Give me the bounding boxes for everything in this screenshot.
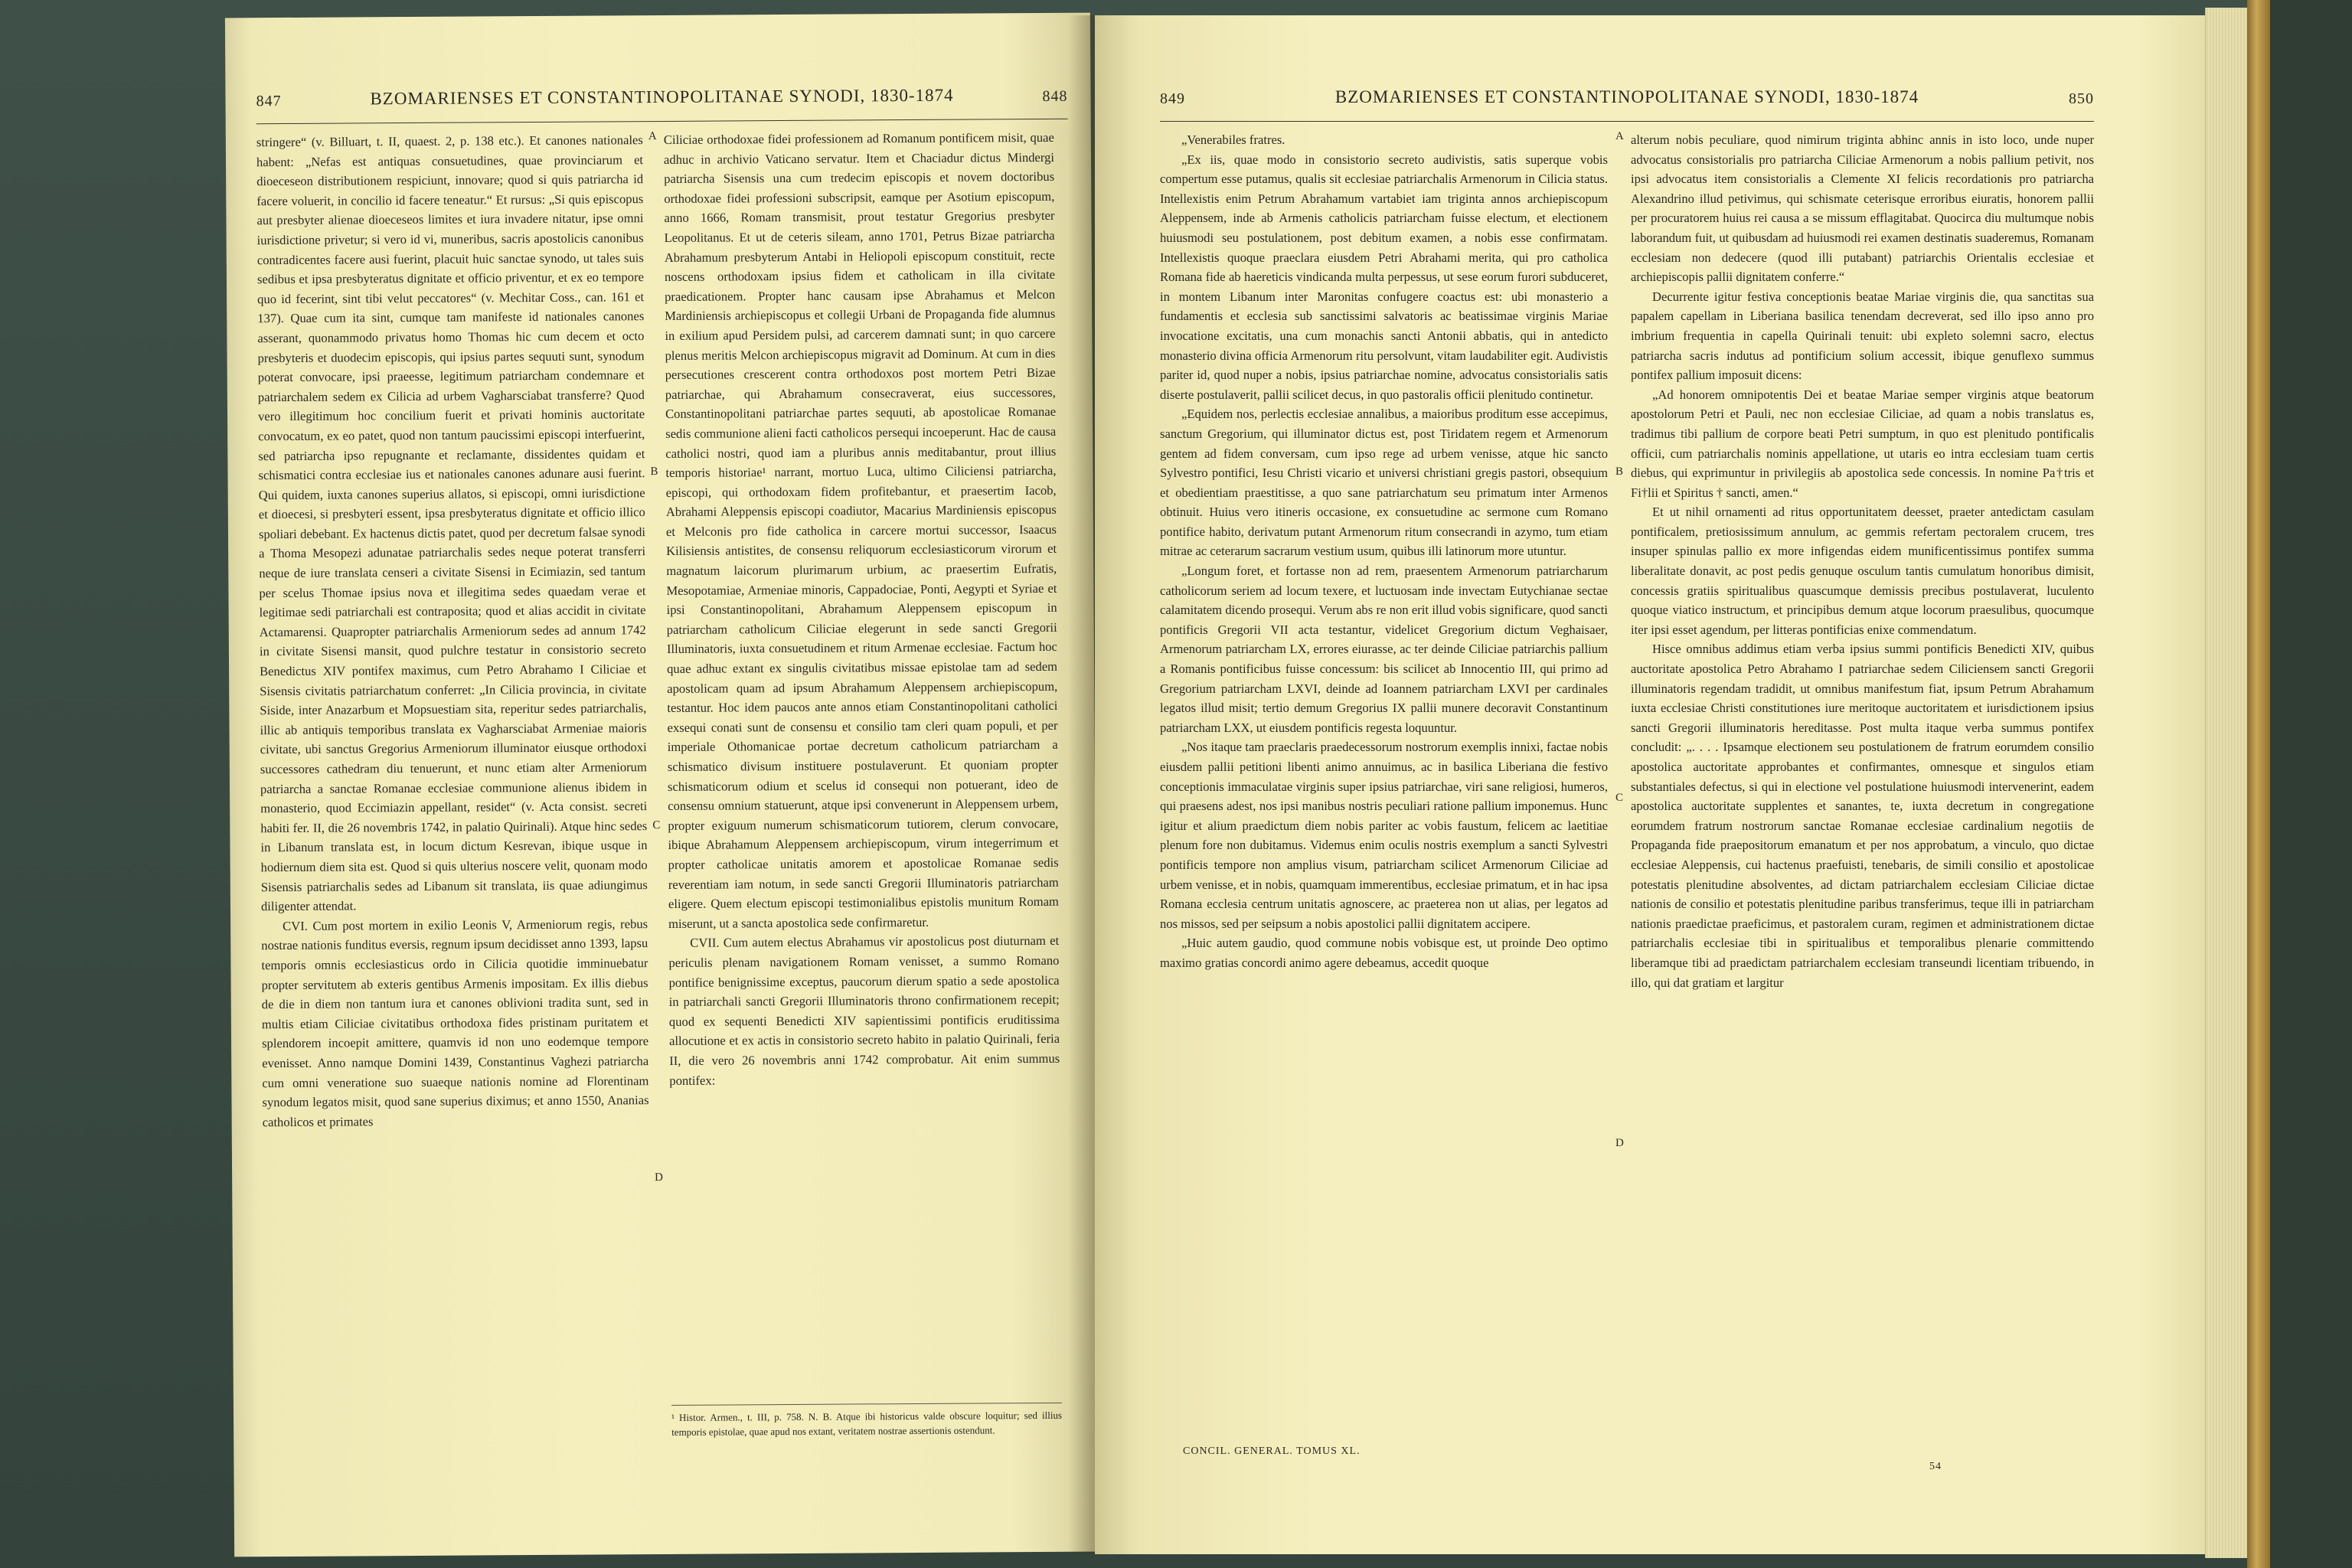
left-page-header [256, 73, 1067, 124]
salutation: „Venerabiles fratres. [1181, 132, 1285, 147]
signature-text: CONCIL. GENERAL. TOMUS XL. [1183, 1446, 1361, 1457]
margin-letter-c: C [652, 819, 661, 832]
paragraph: „Nos itaque tam praeclaris praedecessorum nostrorum exemplis innixi, factae nobis eiusdem pallii petitioni libenti animo annuimus, ac in basilica Liberiana die festivo conceptionis immaculatae virginis super ipsius patriarchae, viri sane religiosi, humeros, qui praesens adest, nos ipsi manibus nostris peculiari ratione pallium imponemus. Hunc igitur et alium praedictum diem nobis pariter ac vobis faustum, felicem ac laetitiae plenum fore non dubitamus. Videmus enim oculis nostris exemplum a sancti Sylvestri pontificis tempore non amplius visum, patriarcham scilicet Armenorum Ciliciae ad urbem venisse, et in nobis, quamquam immerentibus, ecclesiae primatum, et in hac ipsa Romana ecclesia centrum unitatis agnoscere, ac praeterea non ut alias, per legatos ad nos missos, sed per seipsum a nobis apostolici pallii dignitatem accipere. [1160, 740, 1608, 931]
paragraph: „Huic autem gaudio, quod commune nobis vobisque est, ut proinde Deo optimo maximo gratias concordi animo agere debeamus, accedit quoque [1160, 936, 1608, 970]
paragraph: Ciliciae orthodoxae fidei professionem ad Romanum pontificem misit, quae adhuc in archivio Vaticano servatur. Item et Chaciadur dictus Mindergi patriarcha Sisensis una cum tredecim episcopis et novem doctoribus orthodoxae fidei professioni subscripsit, eamque per Asotium episcopum, anno 1666, Romam transmisit, prout testatur Gregorius presbyter Leopolitanus. Et ut de ceteris sileam, anno 1701, Petrus Bizae patriarcha Abrahamum presbyterum Antabi in Heliopoli episcopum constituit, recte noscens orthodoxam ipsius fidem et catholicam in illa civitate praedicationem. Propter hanc causam ipse Abrahamus et Melcon Mardiniensis archiepiscopus et collegii Urbani de Propaganda fide alumnus in exilium apud Persidem pulsi, ad carcerem damnati sunt; in quo carcere plenus meritis Melcon archiepiscopus migravit ad Dominum. At cum in dies persecutiones crescerent contra orthodoxos post mortem Petri Bizae patriarchae, qui Abrahamum consecraverat, eius successores, Constantinopolitani patriarchae partes sequuti, ab apostolicae Romanae sedis communione alieni facti catholicos persequi incoeperunt. Hac de causa catholici nostri, quod iam a pluribus annis meditabantur, prout illius temporis historiae¹ narrant, mortuo Luca, ultimo Ciliciensi patriarcha, episcopi, qui orthodoxam fidem profitebantur, et praesertim Iacob, Abrahami Aleppensis episcopi coadiutor, Macarius Mardiniensis episcopus et Melconis pro fide catholica in carcere mortui successor, Isaacus Kilisiensis antistites, de consensu reliquorum ecclesiasticorum virorum et magnatum laicorum plurimarum urbium, ac praesertim Eufratis, Mesopotamiae, Armeniae minoris, Cappadociae, Ponti, Aegypti et Syriae et ipsi Constantinopolitani, Abrahamum Aleppensem episcopum in patriarcham catholicum Ciliciae elegerunt in sede sancti Gregorii Illuminatoris, iuxta consuetudinem et ritum Armenae ecclesiae. Factum hoc quae adhuc extant ex singulis civitatibus missae epistolae tam ad sedem apostolicam quam ad ipsum Abrahamum Aleppensem archiepiscopum, testantur. Hoc idem paucos ante annos etiam Constantinopolitani catholici exsequi conati sunt de consensu et consilio tam cleri quam populi, et per imperiale Othomanicae portae decretum catholicum patriarcham a schismatico divisum instituere postulaverunt. Et quoniam propter schismaticorum odium et scelus id consequi non potuerant, ideo de consensu omnium statuerunt, atque ipsi convenerunt in Aleppensem urbem, propter exiguum numerum schismaticorum tutiorem, clerum convocare, ibique Abrahamum Aleppensem archiepiscopum, virum integerrimum et propter catholicae unitatis amorem et apostolicae Romanae sedis reverentiam iam notum, in sede sancti Gregorii Illuminatoris patriarcham eligere. Quem electum episcopi testimonialibus epistolis munitum Romam miserunt, ut a sancta apostolica sede confirmaretur. [663, 129, 1059, 931]
signature-number [1929, 1461, 1960, 1473]
right-margin-letters [1615, 130, 1628, 1508]
paragraph-cvii: CVII. Cum autem electus Abrahamus vir apostolicus post diuturnam et periculis plenam navigationem Romam venisset, a summo Romano pontifice benignissime exceptus, paucorum dierum spatio a sede apostolica in patriarchali sancti Gregorii Illuminatoris throno confirmationem recepit; quod ex sequenti Benedicti XIV sapientissimi pontificis eruditissima allocutione et ex actis in consistorio secreto habito in palatio Quirinali, feria II, die vero 26 novembris anni 1742 comprobatur. Ait enim summus pontifex: [668, 933, 1060, 1088]
paragraph: „Ad honorem omnipotentis Dei et beatae Mariae semper virginis atque beatorum apostolorum Petri et Pauli, nec non ecclesiae Ciliciae, ad quam a nobis translatus es, tradimus tibi pallium de corpore beati Petri sumptum, in quo est plenitudo pontificalis officii, cum patriarchalis nominis appellatione, ut utaris eo intra ecclesiam tuam certis diebus, qui exprimuntur in privilegiis ab apostolica sede concessis. In nomine Pa†tris et Fi†lii et Spiritus † sancti, amen.“ [1631, 387, 2094, 500]
left-page-column-1 [256, 130, 652, 1534]
margin-letter-d: D [655, 1171, 664, 1184]
page-number-850: 850 [2069, 90, 2094, 107]
paragraph: Decurrente igitur festiva conceptionis beatae Mariae virginis die, qua sanctitas sua papalem capellam in Liberiana basilica tenendam decreverat, sed illo ipso anno pro imbrium frequentia in capella Quirinali tenuit: ubi expleto solemni sacro, electus patriarcha sacris indutus ad pontificium solium accessit, ibique genuflexo summus pontifex pallium imposuit dicens: [1631, 289, 2094, 383]
signature-line [1183, 1446, 1596, 1458]
paragraph: Et ut nihil ornamenti ad ritus opportunitatem deesset, praeter antedictam casulam pontificalem, pretiosissimum annulum, ac gemmis refertam pectoralem crucem, tres insuper spinulas pallio ex more infigendas eidem munificentissimus pontifex summa liberalitate donavit, ac post pedis genuque osculum tantis cumulatum honoribus dimisit, concessis gratiis spiritualibus quascumque demissis precibus postulaverat, luculento quoque viatico instructum, et principibus demum atque locorum praesulibus, quocumque iter ipsi esset agendum, per litteras pontificias enixe commendatum. [1631, 505, 2094, 637]
right-page-column-1 [1160, 130, 1608, 1432]
signature-number-text: 54 [1929, 1461, 1942, 1472]
book-cover-edge [2247, 0, 2270, 1568]
margin-letter-a: A [648, 130, 657, 143]
page-edge-stack [2205, 8, 2248, 1558]
page-number-847: 847 [256, 93, 282, 110]
running-title: BZOMARIENSES ET CONSTANTINOPOLITANAE SYNODI, 1830-1874 [370, 85, 954, 109]
right-page-column-2 [1631, 130, 2094, 1535]
paragraph: „Equidem nos, perlectis ecclesiae annalibus, a maioribus proditum esse accepimus, sanctum Gregorium, qui illuminator dictus est, post Tiridatem regem et Armenorum gentem ad fidem conversam, cum ipso rege ad urbem venisse, atque hic sancto Sylvestro pontifici, Iesu Christi vicario et universi christiani gregis pastori, obsequium et obedientiam praestitisse, a quo sane patriarchatum seu primatum inter Armenos obtinuit. Huius vero itineris occasione, ex consuetudine ac sermone cum Romano pontifice habito, derivatum putant Armenorum ritum consecrandi in azymo, tum etiam mitrae ac ceterarum sacrarum vestium usum, quibus illi latinorum more utuntur. [1160, 407, 1608, 559]
margin-letter-d: D [1615, 1137, 1624, 1149]
margin-letter-b: B [650, 466, 658, 479]
left-page-column-2 [664, 128, 1062, 1397]
background-right [2270, 0, 2352, 1568]
margin-letter-c: C [1615, 792, 1624, 804]
margin-letter-b: B [1615, 466, 1624, 478]
right-page [1095, 15, 2205, 1554]
right-page-header [1160, 75, 2094, 122]
margin-letter-a: A [1615, 130, 1624, 142]
paragraph: stringere“ (v. Billuart, t. II, quaest. 2, p. 138 etc.). Et canones nationales habent: „Nefas est antiquas consuetudines, quae provinciarum et dioeceseon distributionem respiciunt, innovare; quod si quis patriarcha id facere voluerit, in concilio id facere teneatur.“ Et rursus: „Si quis episcopus aut presbyter alienae dioeceseos limites et iura invadere nitatur, ipse omni iurisdictione privetur; si vero id vi, muneribus, sacris apostolicis canonibus contradicentes facere ausi fuerint, placuit huic sanctae synodo, ut tales suis sedibus et ipsa presbyteratus dignitate et officio priventur, et ex eo tempore quo id fecerint, sint tibi velut peccatores“ (v. Mechitar Coss., can. 161 et 137). Quae cum ita sint, cumque tam manifeste id nationales canones asserant, quonammodo privatus homo Thomas hic cum decem et octo presbyteris et duodecim episcopis, qui ipsius partes sequuti sunt, synodum poterat convocare, ipsi praeesse, legitimum patriarcham condemnare et patriarchalem sedem ex Cilicia ad urbem Vagharsciabat transferre? Quod vero illegitimum hoc concilium fuerit et privati hominis auctoritate convocatum, ex eo patet, quod non tantum paucissimi episcopi interfuerint, sed patriarcha ipso repugnante et reclamante, dissidentes quidam et schismatici contra ecclesiae ius et nationales canones adunare ausi fuerint. Qui quidem, iuxta canones superius allatos, si episcopi, omni iurisdictione et dioecesi, si presbyteri essent, ipsa presbyteratus dignitate et officio illico spoliari debebant. Ex hactenus dictis patet, quod per decretum falsae synodi a Thoma Mesopezi adunatae patriarchalis sedes neque poterat transferri neque de iure translata censeri a civitate Sisensi in Ecimiazin, sed tantum per scelus Thomae ipsius nova et illegitima sedes quaedam verae et legitimae sedi patriarchali est contraposita; quod et alias accidit in civitate Actamarensi. Quapropter patriarchalis Armeniorum sedes ad annum 1742 in civitate Sisensi mansit, quod pulchre testatur in consistorio secreto Benedictus XIV pontifex maximus, cum Petro Abrahamo I Ciliciae et Sisensis civitatis patriarchatum conferret: „In Cilicia provincia, in civitate Siside, inter Anazarbum et Mopsuestiam sita, reperitur sedes patriarchalis, illic ab antiquis temporibus translata ex Vagharsciabat Armeniae maioris civitate, ubi sanctus Gregorius Armeniorum illuminator eiusque orthodoxi successores cathedram diu tenuerunt, et nunc etiam alter Armeniorum patriarcha a sanctae Romanae ecclesiae communione alienus ibidem in monasterio, quod Eccimiazin appellant, residet“ (v. Acta consist. secreti habiti fer. II, die 26 novembris 1742, in palatio Quirinali). Atque hinc sedes in Libanum translata est, in locum dictum Kesrevan, ibique usque in hodiernum diem sita est. Quod si quis ulterius noscere velit, quonam modo Sisensis patriarchalis sedes ad Libanum sit translata, iis quae adiungimus diligenter attendat. [256, 132, 648, 914]
paragraph: „Ex iis, quae modo in consistorio secreto audivistis, satis superque vobis compertum esse putamus, qualis sit ecclesiae patriarchalis Armenorum in Cilicia status. Intellexistis enim Petrum Abrahamum vartabiet iam triginta annos archiepiscopum Aleppensem, inde ab Armenis catholicis patriarcham fuisse electum, et electionem huiusmodi seu postulationem, post debitum examen, a nobis esse confirmatam. Intellexistis quoque praeclara eiusdem Petri Abrahami merita, qui pro catholica Romana fide ab haereticis vindicanda multa perpessus, ut sese eorum furori subduceret, in montem Libanum inter Maronitas confugere coactus est: ubi monasterio a fundamentis et ecclesia sub sanctissimi salvatoris ac beatissimae virginis Mariae invocatione excitatis, una cum monachis sancti Antonii abbatis, qui in antedicto monasterio divina officia Armenorum ritu persolvunt, vitam laudabiliter egit. Audivistis pariter id, quod nuper a nobis, ipsius patriarchae nomine, advocatus consistorialis satis diserte postulaverit, pallii scilicet decus, in quo pastoralis officii plenitudo continetur. [1160, 152, 1608, 402]
page-number-849: 849 [1160, 90, 1185, 107]
paragraph-cvi: CVI. Cum post mortem in exilio Leonis V, Armeniorum regis, rebus nostrae nationis funditus eversis, regnum ipsum decidisset anno 1393, lapsu temporis omnis ecclesiasticus ordo in Cilicia quotidie imminuebatur propter servitutem ab exteris gentibus Armenis impositam. Ex illis diebus de die in diem non tantum iura et canones oblivioni tradita sunt, sed in multis etiam Ciliciae civitatibus orthodoxa fides pristinam puritatem et splendorem incoepit amittere, quamvis id non uno eodemque tempore evenisset. Anno namque Domini 1439, Constantinus Vaghezi patriarcha cum omni veneratione suo suaeque nationis nomine ad Florentinam synodum legatos misit, quod sane superius diximus; et anno 1550, Ananias catholicos et primates [261, 916, 649, 1129]
paragraph: Hisce omnibus addimus etiam verba ipsius summi pontificis Benedicti XIV, quibus auctoritate apostolica Petro Abrahamo I patriarchae sedem Ciliciensem sancti Gregorii illuminatoris regendam tradidit, ut omnibus manifestum fiat, ipsum Petrum Abrahamum iuxta ecclesiae Christi constitutiones iure meritoque auctoritatem et iurisdictionem ipsius sancti Gregorii illuminatoris hereditasse. Post multa itaque verba summus pontifex concludit: „. . . . Ipsamque electionem seu postulationem de fratrum eorumdem consilio apostolica auctoritate approbantes et confirmantes, omnesque et singulos etiam substantiales defectus, si qui in electione vel postulatione huiusmodi intervenerint, eadem apostolica auctoritate supplentes et sanantes, te, iuxta decretum in congregatione eorumdem fratrum nostrorum sanctae Romanae ecclesiae cardinalium negotiis de Propaganda fide praepositorum emanatum et per nos approbatum, a vinculo, quo dictae ecclesiae Aleppensis, cui hactenus praefuisti, tenebaris, de simili consilio et apostolicae potestatis plenitudine absolventes, ad dictam patriarchalem ecclesiam Ciliciae dictae nationis de consilio et potestatis plenitudine paribus transferimus, teque illi in patriarcham nationis praedictae praeficimus, et pastoralem curam, regimen et administrationem dictae patriarchalis ecclesiae tibi in spiritualibus et temporalibus plenarie committendo liberamque tibi ad praedictam patriarchalem ecclesiam transeundi licentiam tribuendo, in illo, qui dat gratiam et largitur [1631, 642, 2094, 990]
paragraph: alterum nobis peculiare, quod nimirum triginta abhinc annis in isto loco, unde nuper advocatus consistorialis pro patriarcha Ciliciae Armenorum a nobis pallium petivit, nos ipsi advocatus item consistorialis a Clemente XI felicis recordationis pro patriarcha Alexandrino illud petivimus, qui schismate ceterisque erroribus eiuratis, honorem pallii per procuratorem huius rei causa a se missum efflagitabat. Quocirca diu multumque nobis laborandum fuit, ut quibusdam ad huiusmodi rei examen destinatis suaderemus, Romanam ecclesiam non dedecere (quod illi putabant) patriarchis Orientalis ecclesiae et archiepiscopis pallii dignitatem conferre.“ [1631, 132, 2094, 285]
footnote: ¹ Histor. Armen., t. III, p. 758. N. B. Atque ibi historicus valde obscure loquitur; sed illius temporis epistolae, quae apud nos extant, veritatem nostrae assertionis ostendunt. [671, 1403, 1062, 1439]
page-number-848: 848 [1042, 87, 1068, 105]
paragraph: „Longum foret, et fortasse non ad rem, praesentem Armenorum patriarcharum catholicorum seriem ad locum texere, et luctuosam inde invectam Eutychianae sectae calamitatem dicendo prosequi. Verum abs re non erit illud vobis significare, quod sancti pontificis Gregorii VII acta testantur, videlicet Gregorium dictum Veghaisaer, Armenorum patriarcham LX, errores eiurasse, ac ter deinde Ciliciae patriarchis pallium a Romanis pontificibus fuisse concessum: bis scilicet ab Innocentio III, qui primo ad Gregorium patriarcham LXVI, deinde ad Ioannem patriarcham LXVI per cardinales legatos illud misit; tertio demum Gregorius IX pallii munere decoravit Constantinum patriarcham LXX, ut eiusdem pontificis regesta loquuntur. [1160, 564, 1608, 735]
running-title: BZOMARIENSES ET CONSTANTINOPOLITANAE SYNODI, 1830-1874 [1334, 87, 1919, 106]
left-page [225, 13, 1099, 1557]
